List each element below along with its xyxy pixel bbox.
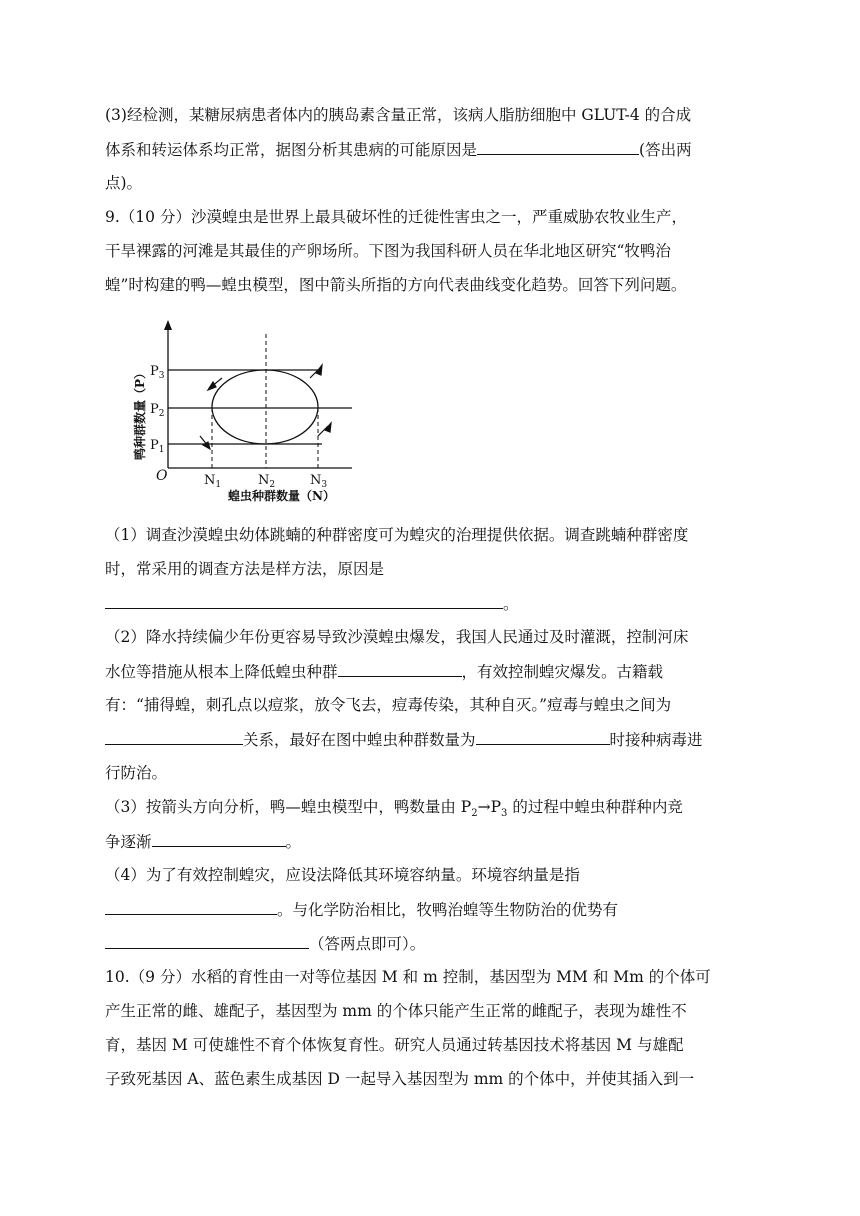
text-line: 点)。 xyxy=(105,174,143,192)
text-line xyxy=(105,898,618,921)
text-line: 9.（10 分）沙漠蝗虫是世界上最具破坏性的迁徙性害虫之一，严重威胁农牧业生产， xyxy=(105,208,687,226)
text-line: 蝗”时构建的鸭—蝗虫模型，图中箭头所指的方向代表曲线变化趋势。回答下列问题。 xyxy=(105,276,687,294)
answer-blank[interactable] xyxy=(338,660,462,677)
duck-locust-model-figure xyxy=(100,318,390,508)
text-line: 有：“捕得蝗，刺孔点以痘浆，放令飞去，痘毒传染，其种自灭。”痘毒与蝗虫之间为 xyxy=(105,696,672,714)
answer-blank[interactable] xyxy=(105,932,309,949)
subscript: 2 xyxy=(471,808,478,820)
text-line xyxy=(105,830,301,853)
origin-label: O xyxy=(156,468,168,484)
text-fragment: 。 xyxy=(285,833,302,851)
text-fragment: →P xyxy=(477,798,502,816)
text-fragment: 水位等措施从根本上降低蝗虫种群 xyxy=(105,663,338,681)
text-line xyxy=(105,660,663,683)
x-tick-n2: $N_2$ xyxy=(258,473,276,490)
text-line xyxy=(105,796,683,825)
text-fragment: （3）按箭头方向分析，鸭—蝗虫模型中，鸭数量由 P xyxy=(105,798,472,816)
text-fragment: 关系，最好在图中蝗虫种群数量为 xyxy=(243,731,476,749)
text-fragment: 体系和转运体系均正常，据图分析其患病的可能原因是 xyxy=(105,141,478,159)
text-fragment: 。与化学防治相比，牧鸭治蝗等生物防治的优势有 xyxy=(277,901,619,919)
y-axis-arrow-icon xyxy=(164,320,172,330)
text-line: 子致死基因 A、蓝色素生成基因 D 一起导入基因型为 mm 的个体中，并使其插入到一 xyxy=(105,1070,695,1088)
text-line xyxy=(105,932,425,955)
text-line xyxy=(105,592,519,615)
text-fragment: 争逐渐 xyxy=(105,833,152,851)
text-line: (3)经检测，某糖尿病患者体内的胰岛素含量正常，该病人脂肪细胞中 GLUT-4 的合成 xyxy=(105,106,692,124)
text-line: 干旱裸露的河滩是其最佳的产卵场所。下图为我国科研人员在华北地区研究“牧鸭治 xyxy=(105,242,671,260)
text-fragment: ，有效控制蝗灾爆发。古籍载 xyxy=(461,663,664,681)
cycle-ellipse xyxy=(212,370,318,444)
y-tick-p2: $P_2$ xyxy=(150,402,165,419)
y-tick-p3: $P_3$ xyxy=(150,364,165,381)
text-line xyxy=(105,138,692,161)
answer-blank[interactable] xyxy=(477,138,639,155)
y-axis-label: 鸭种群数量（P） xyxy=(133,366,147,460)
text-fragment: （答两点即可）。 xyxy=(309,935,426,953)
text-fragment: 的过程中蝗虫种群种内竞 xyxy=(507,798,683,816)
subscript: 3 xyxy=(501,808,508,820)
text-line: 行防治。 xyxy=(105,764,168,782)
text-fragment: 时接种病毒进 xyxy=(609,731,703,749)
text-fragment: 。 xyxy=(503,595,519,613)
text-line: 育，基因 M 可使雄性不育个体恢复育性。研究人员通过转基因技术将基因 M 与雄配 xyxy=(105,1036,684,1054)
answer-blank[interactable] xyxy=(476,728,610,745)
y-tick-p1: $P_1$ xyxy=(150,438,165,455)
text-line: 10.（9 分）水稻的育性由一对等位基因 M 和 m 控制，基因型为 MM 和 Mm 的个体可 xyxy=(105,968,711,986)
text-line: （2）降水持续偏少年份更容易导致沙漠蝗虫爆发，我国人民通过及时灌溉，控制河床 xyxy=(105,628,689,646)
answer-blank[interactable] xyxy=(105,592,503,609)
answer-blank[interactable] xyxy=(105,898,277,915)
answer-blank[interactable] xyxy=(105,728,243,745)
answer-blank[interactable] xyxy=(152,830,286,847)
text-line: （4）为了有效控制蝗灾，应设法降低其环境容纳量。环境容纳量是指 xyxy=(105,866,580,884)
text-line: 时，常采用的调查方法是样方法，原因是 xyxy=(105,560,385,578)
text-line: 产生正常的雌、雄配子，基因型为 mm 的个体只能产生正常的雌配子，表现为雄性不 xyxy=(105,1002,687,1020)
text-line: （1）调查沙漠蝗虫幼体跳蝻的种群密度可为蝗灾的治理提供依据。调查跳蝻种群密度 xyxy=(105,526,689,544)
x-tick-n1: $N_1$ xyxy=(204,473,222,490)
text-line xyxy=(105,728,703,751)
text-fragment: (答出两 xyxy=(639,141,692,159)
x-tick-n3: $N_3$ xyxy=(310,473,328,490)
x-axis-label: 蝗虫种群数量（N） xyxy=(228,489,335,503)
